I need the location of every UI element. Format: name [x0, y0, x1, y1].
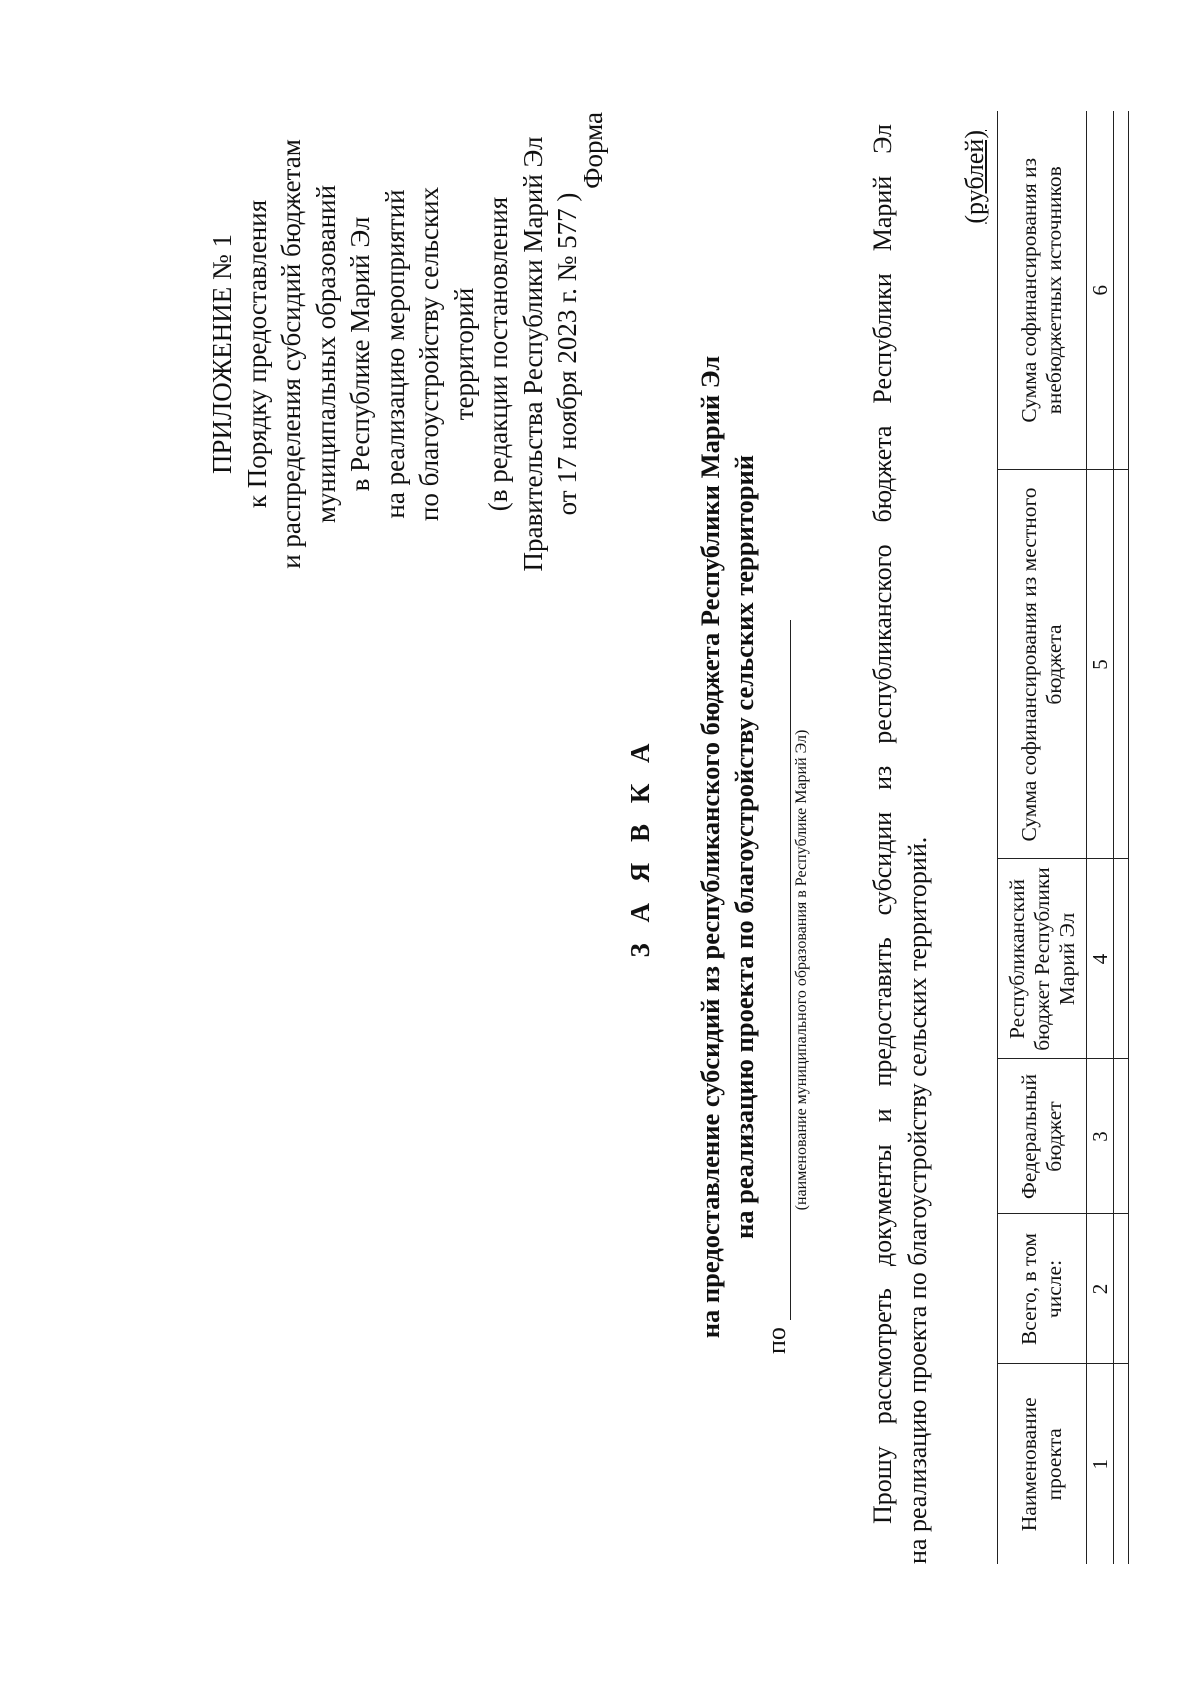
column-number: 5: [1087, 470, 1114, 859]
document-subtitle: [693, 230, 761, 1464]
header-cell: Наименование проекта: [998, 1364, 1087, 1564]
header-cell: Всего, в том числе:: [998, 1214, 1087, 1364]
empty-cell: [1114, 1364, 1129, 1564]
table-empty-row: [1114, 111, 1129, 1564]
appendix-line: ПРИЛОЖЕНИЕ № 1: [207, 233, 237, 475]
appendix-block: [205, 134, 585, 574]
empty-cell: [1114, 1059, 1129, 1214]
appendix-line: муниципальных образований: [310, 184, 341, 524]
appendix-line: Правительства Республики Марий Эл: [517, 136, 548, 572]
appendix-line: и распределения субсидий бюджетам: [276, 139, 306, 569]
column-number: 1: [1087, 1364, 1114, 1564]
document-title: З А Я В К А: [625, 736, 655, 958]
table-header-row: [998, 111, 1087, 1564]
municipality-hint: (наименование муниципального образования в Республике Марий Эл): [793, 729, 810, 1211]
header-cell: Республиканский бюджет Республики Марий Эл: [998, 859, 1087, 1059]
column-number: 4: [1087, 859, 1114, 1059]
empty-cell: [1114, 859, 1129, 1059]
po-label: по: [762, 1327, 791, 1354]
appendix-line: в Республике Марий Эл: [345, 216, 375, 492]
subtitle-line-2: на реализацию проекта по благоустройству сельских территорий: [729, 455, 759, 1240]
appendix-line: по благоустройству сельских территорий: [414, 186, 479, 522]
empty-cell: [1114, 111, 1129, 470]
empty-cell: [1114, 470, 1129, 859]
column-number: 2: [1087, 1214, 1114, 1364]
empty-cell: [1114, 1214, 1129, 1364]
subsidy-table: [997, 111, 1129, 1564]
header-cell: Сумма софинансирования из местного бюджета: [998, 470, 1087, 859]
request-line-1: Прошу рассмотреть документы и предоставить субсидии из республиканского бюджета Республики Марий Эл: [868, 124, 897, 1524]
appendix-line: к Порядку предоставления: [241, 199, 272, 509]
subtitle-line-1: на предоставление субсидий из республиканского бюджета Республики Марий Эл: [695, 355, 725, 1339]
header-cell: Федеральный бюджет: [998, 1059, 1087, 1214]
request-line-2: на реализацию проекта по благоустройству сельских территорий.: [903, 836, 932, 1564]
table-number-row: [1087, 111, 1114, 1564]
column-number: 6: [1087, 111, 1114, 470]
request-paragraph: [865, 124, 935, 1564]
header-cell: Сумма софинансирования из внебюджетных источников: [998, 111, 1087, 470]
appendix-line: (в редакции постановления: [483, 196, 513, 512]
form-label: Форма: [578, 112, 608, 189]
appendix-line: на реализацию мероприятий: [379, 189, 410, 519]
units-label: (рублей): [960, 130, 989, 224]
appendix-line: от 17 ноября 2023 г. № 577 ): [552, 192, 582, 516]
column-number: 3: [1087, 1059, 1114, 1214]
municipality-blank-line: [790, 620, 791, 1320]
